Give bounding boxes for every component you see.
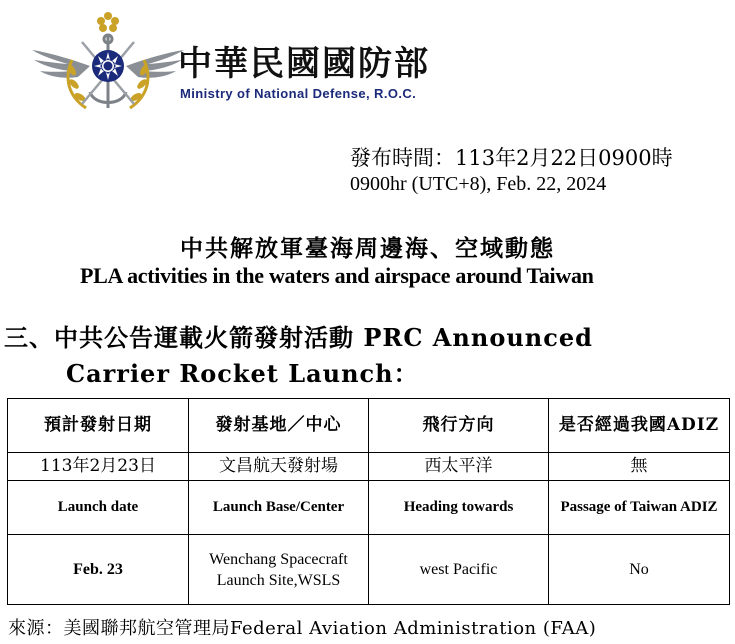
table-row-zh	[8, 453, 730, 481]
section-heading-line1: 三、中共公告運載火箭發射活動 PRC Announced	[4, 323, 593, 352]
table-header-row-en	[8, 481, 730, 535]
table-header-cell: 發射基地／中心	[189, 399, 369, 453]
table-header-cell: Heading towards	[369, 481, 549, 535]
launch-table	[7, 398, 730, 605]
source-note: 來源：美國聯邦航空管理局Federal Aviation Administration (FAA)	[8, 618, 597, 639]
section-heading-line2: Carrier Rocket Launch：	[66, 359, 419, 388]
title-en: PLA activities in the waters and airspace around Taiwan	[80, 263, 594, 288]
table-cell: No	[549, 535, 730, 605]
table-cell: west Pacific	[369, 535, 549, 605]
release-time-en: 0900hr (UTC+8), Feb. 22, 2024	[350, 173, 607, 195]
table-cell: 無	[549, 453, 730, 481]
table-header-cell: Passage of Taiwan ADIZ	[549, 481, 730, 535]
ministry-name-zh: 中華民國國防部	[178, 44, 430, 84]
table-header-cell: 是否經過我國ADIZ	[549, 399, 730, 453]
table-header-cell: 預計發射日期	[8, 399, 189, 453]
table-header-cell: 飛行方向	[369, 399, 549, 453]
table-cell: 文昌航天發射場	[189, 453, 369, 481]
mnd-emblem-icon	[28, 8, 188, 118]
table-cell: Wenchang Spacecraft Launch Site,WSLS	[189, 535, 369, 605]
ministry-name-en: Ministry of National Defense, R.O.C.	[180, 86, 417, 101]
release-time-zh: 發布時間：113年2月22日0900時	[350, 146, 673, 170]
table-cell: 113年2月23日	[8, 453, 189, 481]
table-cell: 西太平洋	[369, 453, 549, 481]
table-row-en	[8, 535, 730, 605]
table-header-row-zh	[8, 399, 730, 453]
title-zh: 中共解放軍臺海周邊海、空域動態	[180, 235, 555, 262]
table-header-cell: Launch date	[8, 481, 189, 535]
table-cell: Feb. 23	[8, 535, 189, 605]
table-header-cell: Launch Base/Center	[189, 481, 369, 535]
